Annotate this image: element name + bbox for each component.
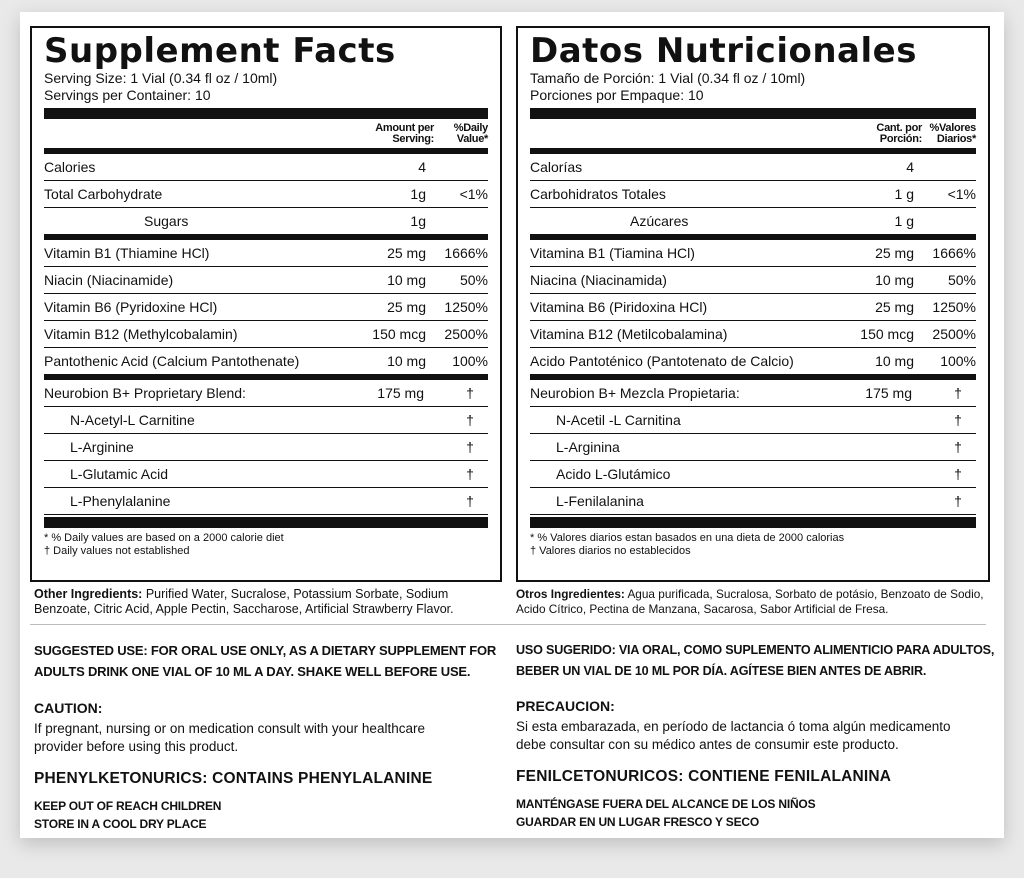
servings-per-container: Porciones por Empaque: 10 [530, 87, 704, 103]
table-row: Sugars 1g [144, 213, 426, 229]
blend-row: Neurobion B+ Proprietary Blend: 175 mg † [44, 380, 488, 407]
footnote-not-established: † Daily values not established [44, 545, 190, 557]
table-row: Niacina (Niacinamida) 10 mg 50% [530, 267, 976, 294]
proprietary-blend [530, 380, 976, 515]
table-row: Total Carbohydrate 1g <1% [44, 181, 488, 208]
servings-per-container: Servings per Container: 10 [44, 87, 211, 103]
list-item: L-Fenilalanina † [530, 488, 976, 515]
amount-column-header: Cant. por Porción: [876, 122, 922, 145]
divider-bar [44, 517, 488, 528]
list-item: L-Glutamic Acid † [44, 461, 488, 488]
table-row: Calorías 4 [530, 154, 976, 181]
table-row: Calories 4 [44, 154, 488, 181]
suggested-use: USO SUGERIDO: VIA ORAL, COMO SUPLEMENTO ALIMENTICIO PARA ADULTOS, BEBER UN VIAL DE 10 ML POR DÍA. AGÍTESE BIEN ANTES DE ABRIR. [516, 643, 995, 678]
list-item: N-Acetil -L Carnitina † [530, 407, 976, 434]
blend-row: Neurobion B+ Mezcla Propietaria: 175 mg † [530, 380, 976, 407]
storage-instructions: MANTÉNGASE FUERA DEL ALCANCE DE LOS NIÑOS GUARDAR EN UN LUGAR FRESCO Y SECO [516, 797, 816, 829]
nutrient-rows-top [530, 154, 976, 234]
table-row: Azúcares 1 g [630, 213, 914, 229]
table-row: Vitamin B6 (Pyridoxine HCl) 25 mg 1250% [44, 294, 488, 321]
column-header [530, 119, 976, 148]
vitamin-rows [44, 240, 488, 374]
list-item: L-Arginine † [44, 434, 488, 461]
caution-section: CAUTION: If pregnant, nursing or on medication consult with your healthcare provider before using this product. [34, 700, 504, 756]
phenylketonurics-warning: PHENYLKETONURICS: CONTAINS PHENYLALANINE [34, 770, 433, 787]
caution-section: PRECAUCION: Si esta embarazada, en período de lactancia ó toma algún medicamento debe consultar con su médico antes de consumir este producto. [516, 698, 996, 754]
nutrient-rows-top [44, 154, 488, 234]
table-row: Pantothenic Acid (Calcium Pantothenate) 10 mg 100% [44, 353, 488, 369]
amount-column-header: Amount per Serving: [375, 122, 434, 145]
vitamin-rows [530, 240, 976, 374]
dv-column-header: %Daily Value* [453, 122, 488, 145]
proprietary-blend [44, 380, 488, 515]
footnote-not-established: † Valores diarios no establecidos [530, 545, 691, 557]
table-row: Vitamina B12 (Metilcobalamina) 150 mcg 2500% [530, 321, 976, 348]
section-divider [30, 624, 986, 625]
table-row: Acido Pantoténico (Pantotenato de Calcio) 10 mg 100% [530, 353, 976, 369]
divider-bar [44, 108, 488, 119]
supplement-facts-panel [30, 26, 502, 582]
column-header [44, 119, 488, 148]
panel-title: Datos Nutricionales [530, 31, 917, 71]
table-row: Vitamin B12 (Methylcobalamin) 150 mcg 2500% [44, 321, 488, 348]
caution-heading: CAUTION: [34, 700, 103, 716]
table-row: Vitamin B1 (Thiamine HCl) 25 mg 1666% [44, 240, 488, 267]
table-row: Vitamina B1 (Tiamina HCl) 25 mg 1666% [530, 240, 976, 267]
panel-title: Supplement Facts [44, 31, 396, 71]
table-row: Niacin (Niacinamide) 10 mg 50% [44, 267, 488, 294]
divider-bar [530, 108, 976, 119]
phenylketonurics-warning: FENILCETONURICOS: CONTIENE FENILALANINA [516, 768, 892, 785]
storage-instructions: KEEP OUT OF REACH CHILDREN STORE IN A COOL DRY PLACE [34, 799, 222, 831]
list-item: L-Phenylalanine † [44, 488, 488, 515]
serving-size: Serving Size: 1 Vial (0.34 fl oz / 10ml) [44, 70, 278, 86]
footnote-daily-values: * % Valores diarios estan basados en una dieta de 2000 calorias [530, 532, 845, 544]
suggested-use: SUGGESTED USE: FOR ORAL USE ONLY, AS A DIETARY SUPPLEMENT FOR ADULTS DRINK ONE VIAL OF 10 ML A DAY. SHAKE WELL BEFORE USE. [34, 643, 497, 679]
datos-nutricionales-panel [516, 26, 990, 582]
footnote-daily-values: * % Daily values are based on a 2000 calorie diet [44, 532, 284, 544]
caution-heading: PRECAUCION: [516, 698, 615, 714]
table-row: Vitamina B6 (Piridoxina HCl) 25 mg 1250% [530, 294, 976, 321]
table-row: Carbohidratos Totales 1 g <1% [530, 181, 976, 208]
list-item: L-Arginina † [530, 434, 976, 461]
serving-size: Tamaño de Porción: 1 Vial (0.34 fl oz / 10ml) [530, 70, 806, 86]
list-item: N-Acetyl-L Carnitine † [44, 407, 488, 434]
other-ingredients: Otros Ingredientes: Agua purificada, Sucralosa, Sorbato de potásio, Benzoato de Sodio, Acido Cítrico, Pectina de Manzana, Sacarosa, Sabor Artificial de Fresa. [516, 587, 984, 616]
divider-bar [530, 517, 976, 528]
list-item: Acido L-Glutámico † [530, 461, 976, 488]
dv-column-header: %Valores Diarios* [929, 122, 976, 145]
other-ingredients: Other Ingredients: Purified Water, Sucralose, Potassium Sorbate, Sodium Benzoate, Citric Acid, Apple Pectin, Saccharose, Artificial Strawberry Flavor. [34, 587, 454, 616]
